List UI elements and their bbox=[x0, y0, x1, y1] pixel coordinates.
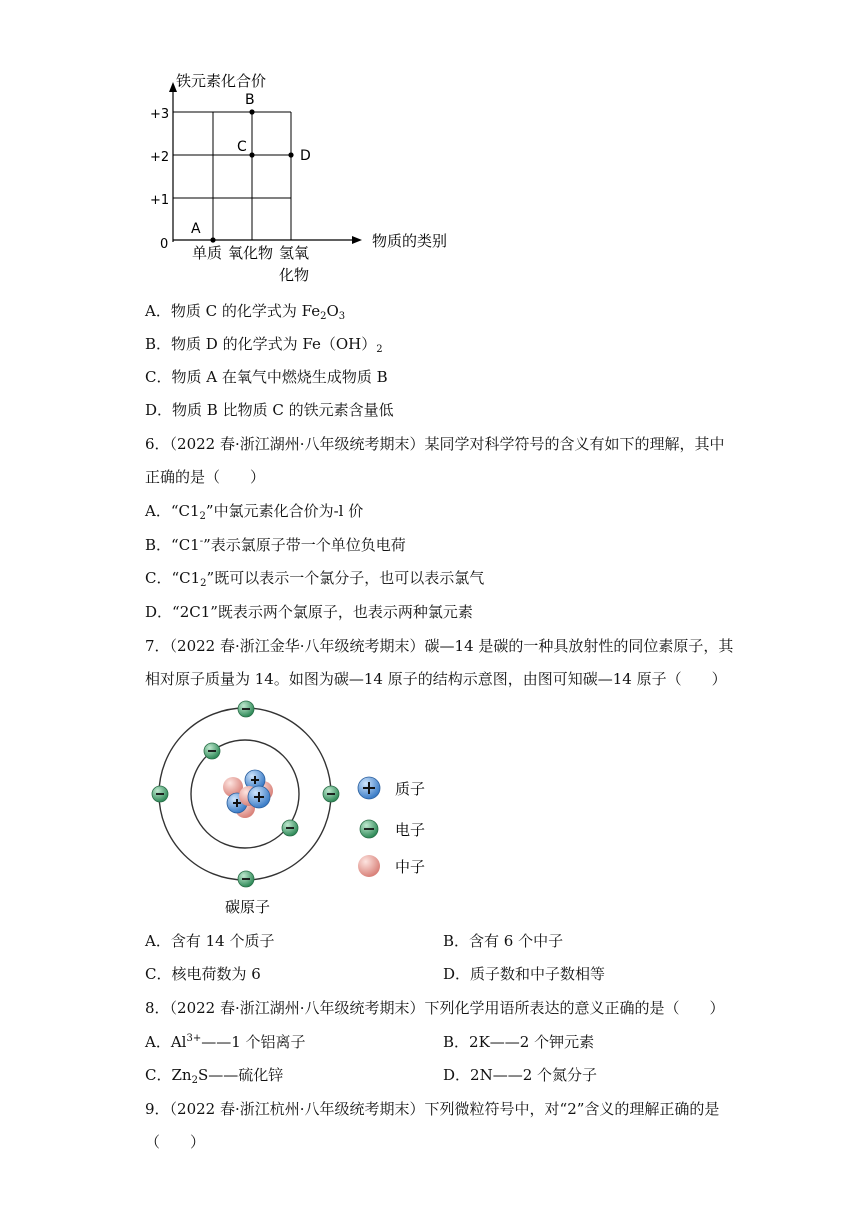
x-axis-label: 物质的类别 bbox=[372, 232, 448, 250]
point-label-d: D bbox=[300, 148, 311, 164]
point-label-b: B bbox=[245, 92, 255, 108]
q5-option-c: C．物质 A 在氧气中燃烧生成物质 B bbox=[145, 368, 388, 386]
q9-stem-line2: （ ） bbox=[145, 1133, 206, 1151]
q7-option-d: D．质子数和中子数相等 bbox=[443, 965, 606, 983]
point-d bbox=[288, 152, 293, 157]
q7-option-b: B．含有 6 个中子 bbox=[443, 932, 564, 950]
q5-option-b: B．物质 D 的化学式为 $Fe(OH)_2$ bbox=[145, 335, 383, 355]
q7-option-a: A．含有 14 个质子 bbox=[145, 932, 275, 950]
electron bbox=[323, 786, 339, 802]
electron bbox=[238, 871, 254, 887]
atom-caption: 碳原子 bbox=[225, 898, 271, 916]
valence-chart bbox=[140, 60, 470, 290]
q6-option-d: D．“2C1”既表示两个氯原子，也表示两种氯元素 bbox=[145, 603, 473, 621]
legend-neutron-icon bbox=[358, 855, 380, 877]
q9-stem-line1: 9．（2022 春·浙江杭州·八年级统考期末）下列微粒符号中，对“2”含义的理解正确的是 bbox=[145, 1100, 720, 1118]
x-tick-label-cont: 化物 bbox=[279, 266, 310, 284]
x-tick-label: 氧化物 bbox=[228, 244, 274, 262]
q8-option-a: A．$Al^{3+}——1$ 个铝离子 bbox=[145, 1033, 306, 1051]
q6-option-b: B．“C1-”表示氯原子带一个单位负电荷 bbox=[145, 536, 406, 554]
electron bbox=[282, 820, 298, 836]
x-tick-label: 氢氧 bbox=[279, 244, 310, 262]
y-tick-label: 0 bbox=[160, 237, 169, 252]
point-label-c: C bbox=[237, 139, 247, 155]
point-c bbox=[249, 152, 254, 157]
q7-stem-line2: 相对原子质量为 14。如图为碳—14 原子的结构示意图，由图可知碳—14 原子（ ） bbox=[145, 670, 727, 688]
q8-option-b: B．2K——2 个钾元素 bbox=[443, 1033, 595, 1051]
q7-option-c: C．核电荷数为 6 bbox=[145, 965, 261, 983]
legend-neutron-label: 中子 bbox=[395, 858, 426, 876]
q8-stem: 8．（2022 春·浙江湖州·八年级统考期末）下列化学用语所表达的意义正确的是（ ） bbox=[145, 999, 725, 1017]
y-tick-label: +3 bbox=[150, 107, 170, 122]
nucleus bbox=[223, 770, 273, 818]
y-axis-label: 铁元素化合价 bbox=[176, 72, 267, 90]
legend-electron-label: 电子 bbox=[395, 821, 426, 839]
q6-option-c: C．“$C1_2$”既可以表示一个氯分子，也可以表示氯气 bbox=[145, 569, 485, 589]
y-tick-label: +1 bbox=[150, 193, 170, 208]
legend-proton-label: 质子 bbox=[395, 780, 426, 798]
x-axis-arrow bbox=[352, 236, 362, 244]
electron bbox=[238, 701, 254, 717]
q5-option-d: D．物质 B 比物质 C 的铁元素含量低 bbox=[145, 401, 394, 419]
point-label-a: A bbox=[191, 221, 201, 237]
point-a bbox=[210, 237, 215, 242]
electron bbox=[204, 743, 220, 759]
q7-stem-line1: 7．（2022 春·浙江金华·八年级统考期末）碳—14 是碳的一种具放射性的同位素原子，其 bbox=[145, 637, 734, 655]
legend bbox=[358, 777, 425, 877]
q5-option-a: A．物质 C 的化学式为 $Fe_2O_3$ bbox=[145, 302, 346, 322]
q8-option-c: C．$Zn_2S——$硫化锌 bbox=[145, 1066, 284, 1086]
q6-stem-line2: 正确的是（ ） bbox=[145, 468, 266, 486]
q6-stem-line1: 6．（2022 春·浙江湖州·八年级统考期末）某同学对科学符号的含义有如下的理解，其中 bbox=[145, 435, 725, 453]
x-tick-label: 单质 bbox=[192, 244, 223, 262]
carbon-atom-diagram bbox=[145, 695, 445, 920]
q6-option-a: A．“$C1_2$”中氯元素化合价为-l 价 bbox=[145, 502, 364, 522]
y-tick-label: +2 bbox=[150, 150, 170, 165]
point-b bbox=[249, 109, 254, 114]
q8-option-d: D．2N——2 个氮分子 bbox=[443, 1066, 598, 1084]
electron bbox=[152, 786, 168, 802]
